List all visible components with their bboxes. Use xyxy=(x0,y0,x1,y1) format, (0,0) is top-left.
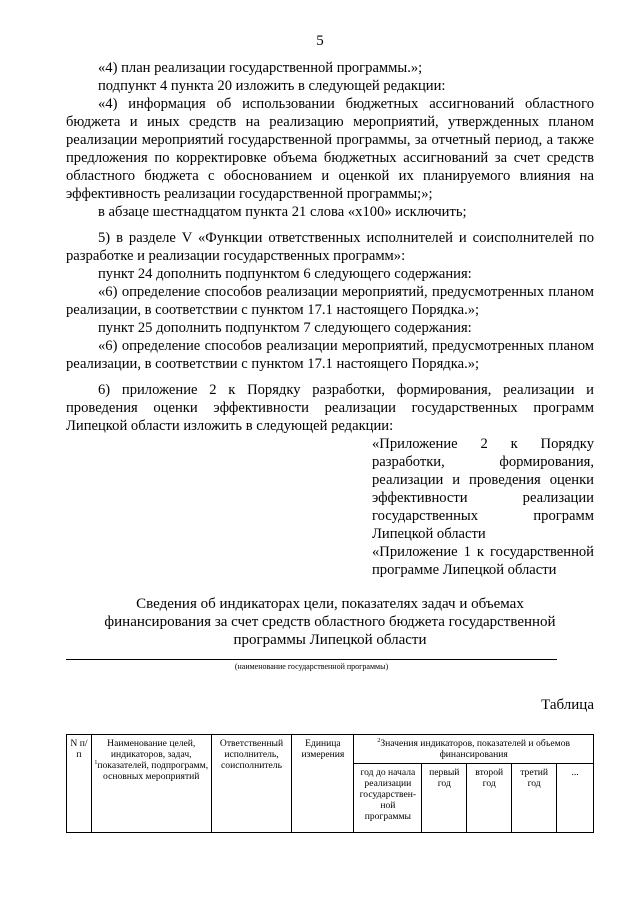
appendix-note xyxy=(372,435,594,579)
header-year-before: год до начала реализации государствен-ной программы xyxy=(354,764,422,833)
paragraph: «6) определение способов реализации мероприятий, предусмотренных планом реализации, в соответствии с пунктом 17.1 настоящего Порядка.»; xyxy=(66,338,594,372)
section-title: Сведения об индикаторах цели, показателях задач и объемах финансирования за счет средств областного бюджета государственной программы Липецкой области xyxy=(104,596,556,648)
paragraph: «6) определение способов реализации мероприятий, предусмотренных планом реализации, в соответствии с пунктом 17.1 настоящего Порядка.»; xyxy=(66,284,594,318)
paragraph: 5) в разделе V «Функции ответственных исполнителей и соисполнителей по разработке и реализации государственных программ»: xyxy=(66,230,594,264)
paragraph: в абзаце шестнадцатом пункта 21 слова «x100» исключить; xyxy=(98,204,467,220)
program-name-line xyxy=(66,659,557,660)
header-second-year: второй год xyxy=(467,764,512,833)
header-number: N п/п xyxy=(67,735,92,833)
header-responsible: Ответственный исполнитель, соисполнитель xyxy=(211,735,292,833)
document-body xyxy=(66,59,594,579)
paragraph: пункт 24 дополнить подпунктом 6 следующего содержания: xyxy=(98,266,472,282)
table-label: Таблица xyxy=(541,697,594,713)
appendix-block: «Приложение 1 к государственной программе Липецкой области xyxy=(372,544,594,578)
paragraph: пункт 25 дополнить подпунктом 7 следующего содержания: xyxy=(98,320,472,336)
paragraph: «4) информация об использовании бюджетных ассигнований областного бюджета и иных средств на реализацию мероприятий, утвержденных планом реализации мероприятий государственной программы, за отчетный период, а также предложения по корректировке объема бюджетных ассигнований за счет средств областного бюджета с обоснованием и оценкой их планируемого влияния на эффективность реализации государственной программы;»; xyxy=(66,96,594,202)
paragraph: «4) план реализации государственной программы.»; xyxy=(98,60,423,76)
page-number: 5 xyxy=(316,33,324,49)
paragraph: подпункт 4 пункта 20 изложить в следующей редакции: xyxy=(98,78,446,94)
appendix-block: «Приложение 2 к Порядку разработки, формирования, реализации и проведения оценки эффективности реализации государственных программ Липецкой области xyxy=(372,436,594,542)
paragraph: 6) приложение 2 к Порядку разработки, формирования, реализации и проведения оценки эффективности реализации государственных программ Липецкой области изложить в следующей редакции: xyxy=(66,382,594,434)
header-name: Наименование целей, индикаторов, задач, $^1$показателей, подпрограмм, основных мероприятий xyxy=(91,735,211,833)
header-first-year: первый год xyxy=(422,764,467,833)
program-name-caption: (наименование государственной программы) xyxy=(234,662,389,671)
header-values: $^2$Значения индикаторов, показателей и объемов финансирования xyxy=(354,735,594,764)
header-third-year: третий год xyxy=(512,764,557,833)
indicators-table xyxy=(66,734,594,833)
header-unit: Единица измерения xyxy=(292,735,354,833)
header-more-years: ... xyxy=(557,764,594,833)
